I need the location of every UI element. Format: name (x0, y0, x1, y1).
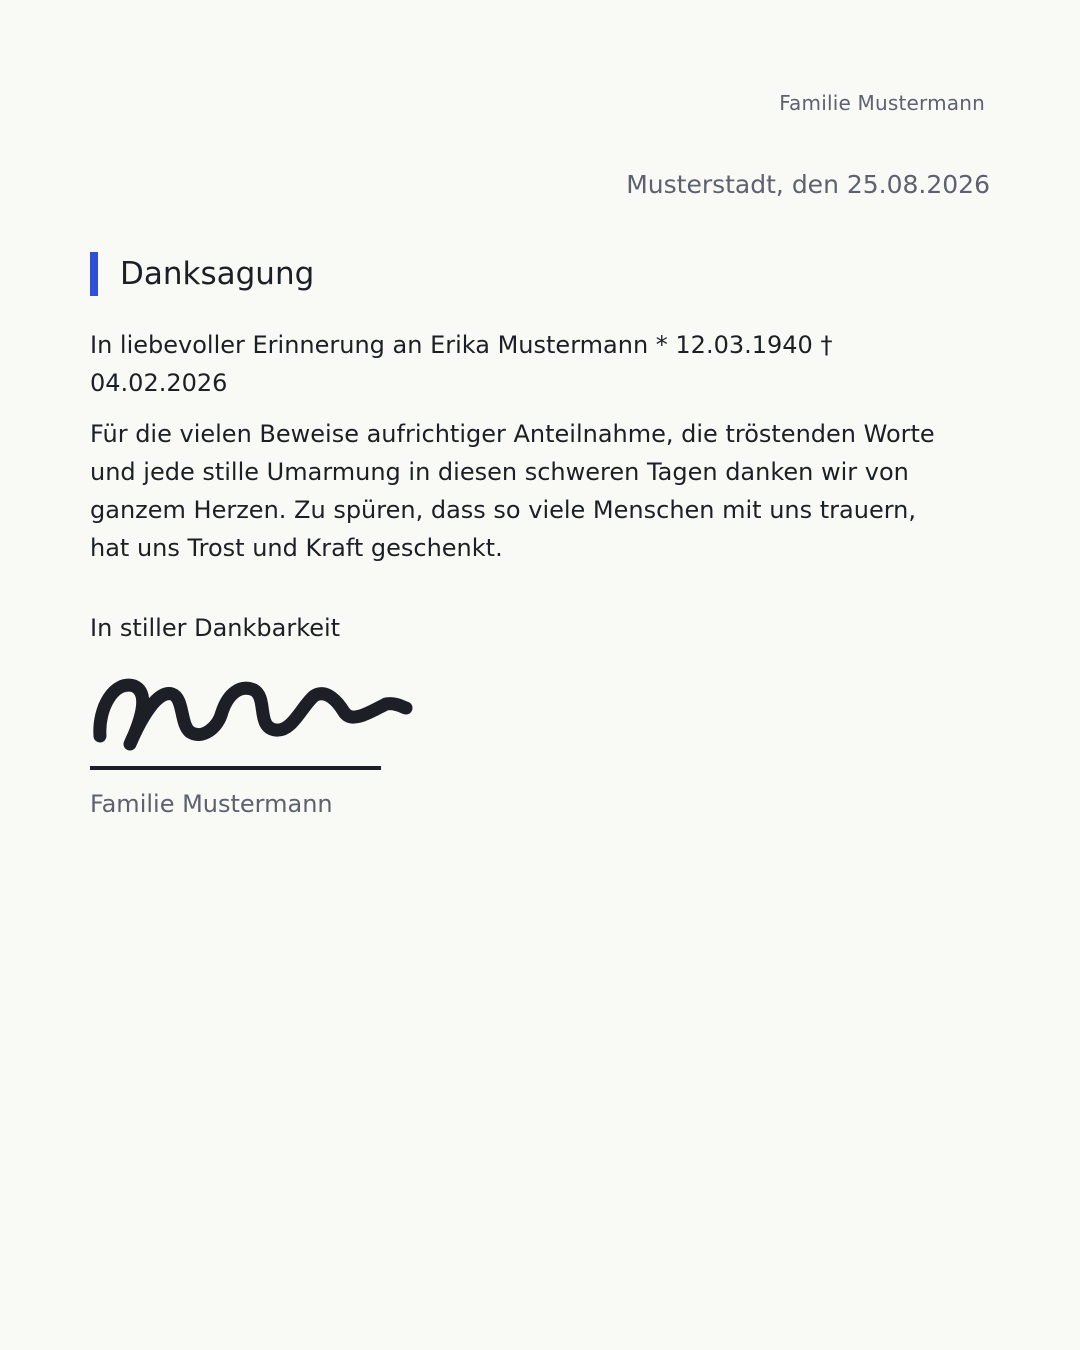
place-date: Musterstadt, den 25.08.2026 (626, 170, 990, 199)
closing-phrase: In stiller Dankbarkeit (90, 614, 341, 642)
title-accent-bar (90, 252, 98, 296)
title-block (90, 252, 314, 296)
signer-name: Familie Mustermann (90, 790, 333, 818)
memorial-line: In liebevoller Erinnerung an Erika Mustermann * 12.03.1940 † 04.02.2026 (90, 331, 833, 397)
body-paragraph: Für die vielen Beweise aufrichtiger Anteilnahme, die tröstenden Worte und jede stille Umarmung in diesen schweren Tagen danken wir von ganzem Herzen. Zu spüren, dass so viele Menschen mit uns trauern, hat uns Trost und Kraft geschenkt. (90, 420, 935, 562)
signature-line (90, 766, 381, 770)
signature-image (86, 668, 426, 758)
page-title: Danksagung (120, 256, 315, 292)
sender-name: Familie Mustermann (779, 91, 985, 115)
